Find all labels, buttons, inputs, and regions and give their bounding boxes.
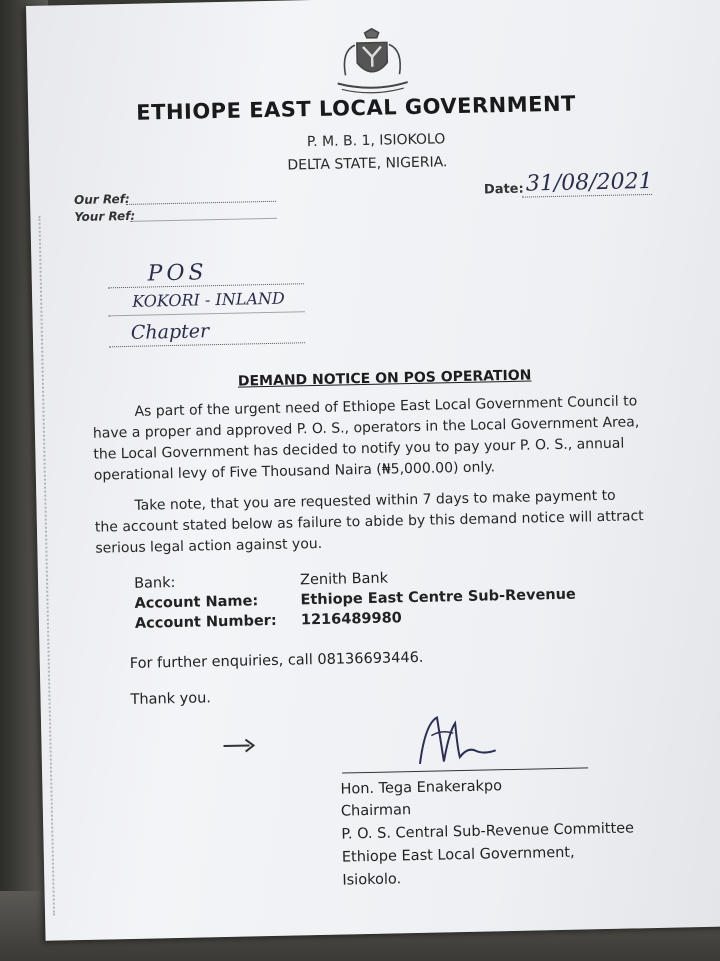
addressee-line-1: POS: [147, 260, 208, 287]
coat-of-arms-icon: [317, 26, 428, 98]
body-p1-line-4: operational levy of Five Thousand Naira (₦5,000.00) only.: [93, 459, 496, 484]
letter-paper: [26, 0, 720, 941]
account-number-value: 1216489980: [300, 610, 402, 629]
bank-value: Zenith Bank: [299, 570, 389, 589]
date-line: [522, 183, 652, 198]
your-ref-line: [130, 207, 276, 222]
body-p2-line-2: the account stated below as failure to abide by this demand notice will attract: [94, 508, 644, 536]
signatory-place: Isiokolo.: [342, 871, 402, 889]
org-title: ETHIOPE EAST LOCAL GOVERNMENT: [136, 91, 577, 125]
account-name-label: Account Name:: [134, 593, 259, 612]
your-ref-label: Your Ref:: [74, 208, 136, 225]
thank-you-text: Thank you.: [130, 690, 212, 708]
our-ref-label: Our Ref:: [73, 191, 130, 208]
signatory-org: Ethiope East Local Government,: [341, 844, 575, 866]
pmb-address: P. M. B. 1, ISIOKOLO: [306, 131, 446, 151]
body-p1-line-2: have a proper and approved P. O. S., operators in the Local Government Area,: [92, 414, 640, 442]
our-ref-line: [126, 190, 276, 205]
body-p1-line-3: the Local Government has decided to notify you to pay your P. O. S., annual: [93, 435, 625, 463]
date-value: 31/08/2021: [525, 168, 653, 197]
state-address: DELTA STATE, NIGERIA.: [287, 154, 448, 174]
subject-heading: DEMAND NOTICE ON POS OPERATION: [237, 367, 532, 390]
account-number-label: Account Number:: [134, 612, 277, 632]
pen-mark-icon: [219, 735, 259, 754]
bank-label: Bank:: [133, 574, 176, 592]
enquiries-text: For further enquiries, call 08136693446.: [129, 649, 424, 672]
signatory-name: Hon. Tega Enakerakpo: [340, 778, 503, 798]
signature-icon: [411, 704, 502, 776]
signatory-committee: P. O. S. Central Sub-Revenue Committee: [341, 820, 635, 843]
account-name-value: Ethiope East Centre Sub-Revenue: [300, 586, 576, 609]
addressee-dots-1: [108, 272, 304, 288]
date-label: Date:: [483, 181, 524, 198]
signatory-role: Chairman: [340, 802, 412, 820]
body-p2-line-1: Take note, that you are requested within 7 days to make payment to: [134, 487, 616, 514]
body-p1-line-1: As part of the urgent need of Ethiope East Local Government Council to: [134, 393, 638, 420]
addressee-line-2: KOKORI - INLAND: [132, 288, 285, 311]
addressee-line-3: Chapter: [130, 320, 210, 344]
body-p2-line-3: serious legal action against you.: [95, 535, 323, 557]
